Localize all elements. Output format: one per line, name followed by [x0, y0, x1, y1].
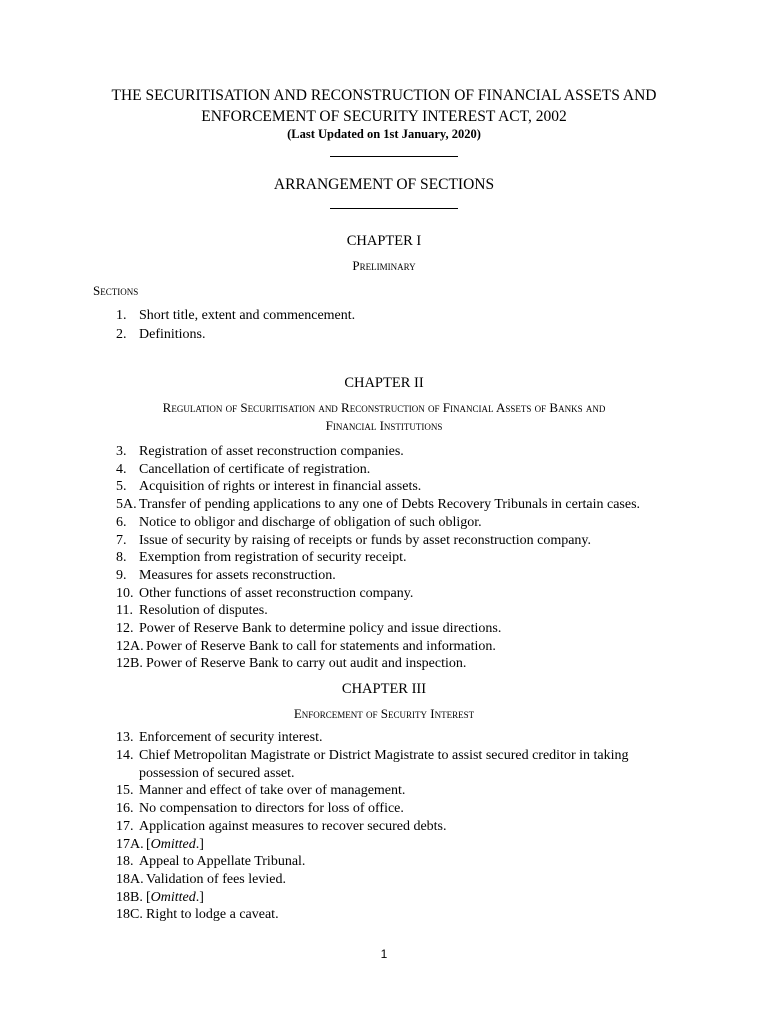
- section-title: Definitions.: [139, 327, 206, 342]
- chapter-3-heading: CHAPTER III: [341, 681, 427, 697]
- section-title: Cancellation of certificate of registration.: [139, 461, 371, 477]
- section-title: Power of Reserve Bank to determine policy and issue directions.: [139, 621, 502, 636]
- chapter-3-subtitle: Enforcement of Security Interest: [293, 706, 475, 721]
- divider-rule: [330, 156, 458, 157]
- act-title-line2: ENFORCEMENT OF SECURITY INTEREST ACT, 2002: [201, 108, 567, 125]
- section-number: 14.: [116, 747, 134, 763]
- act-title-line1: THE SECURITISATION AND RECONSTRUCTION OF FINANCIAL ASSETS AND: [111, 87, 657, 104]
- section-number: 9.: [116, 567, 127, 583]
- section-number: 6.: [116, 514, 127, 530]
- section-number: 1.: [116, 308, 127, 323]
- omitted-bracket-close: .]: [195, 836, 204, 852]
- divider-rule: [330, 208, 458, 209]
- section-title: Application against measures to recover secured debts.: [139, 818, 447, 834]
- section-number: 18C.: [116, 907, 143, 923]
- section-number: 8.: [116, 550, 127, 566]
- section-title: Registration of asset reconstruction companies.: [139, 444, 404, 459]
- section-number: 13.: [116, 730, 134, 745]
- section-title: Exemption from registration of security receipt.: [139, 550, 407, 566]
- section-number: 4.: [116, 461, 127, 477]
- arrangement-heading: ARRANGEMENT OF SECTIONS: [273, 176, 495, 193]
- omitted-bracket-close: .]: [195, 889, 204, 905]
- section-title: Acquisition of rights or interest in financial assets.: [139, 479, 422, 495]
- omitted-bracket-open: [: [146, 889, 151, 905]
- section-title: Right to lodge a caveat.: [146, 907, 279, 923]
- section-title: Short title, extent and commencement.: [139, 308, 356, 323]
- section-number: 10.: [116, 585, 134, 601]
- section-title: Resolution of disputes.: [139, 603, 268, 619]
- section-number: 3.: [116, 444, 127, 459]
- chapter-1-heading: CHAPTER I: [346, 233, 422, 249]
- section-title: Appeal to Appellate Tribunal.: [139, 854, 306, 870]
- section-title-continued: possession of secured asset.: [139, 765, 295, 781]
- section-title: Power of Reserve Bank to call for statements and information.: [146, 638, 496, 654]
- section-title: Chief Metropolitan Magistrate or District Magistrate to assist secured creditor in taking: [139, 747, 629, 763]
- chapter-2-subtitle-line1: Regulation of Securitisation and Reconstruction of Financial Assets of Banks and: [162, 400, 606, 415]
- chapter-1-subtitle: Preliminary: [352, 258, 416, 273]
- section-title: Manner and effect of take over of management.: [139, 783, 406, 799]
- omitted-label: Omitted: [150, 889, 196, 905]
- section-title: Other functions of asset reconstruction company.: [139, 585, 414, 601]
- section-number: 11.: [116, 603, 133, 619]
- section-title: Enforcement of security interest.: [139, 730, 323, 745]
- section-number: 17A.: [116, 836, 144, 852]
- last-updated-note: (Last Updated on 1st January, 2020): [287, 127, 481, 141]
- section-title: Notice to obligor and discharge of obligation of such obligor.: [139, 514, 482, 530]
- omitted-label: Omitted: [150, 836, 196, 852]
- section-title: [146, 890, 204, 906]
- section-number: 12B.: [116, 656, 143, 672]
- chapter-2-subtitle-line2: Financial Institutions: [325, 418, 443, 433]
- section-number: 5A.: [116, 497, 137, 513]
- section-title: Measures for assets reconstruction.: [139, 567, 336, 583]
- section-number: 5.: [116, 479, 127, 495]
- section-number: 12.: [116, 621, 134, 636]
- section-number: 7.: [116, 532, 127, 548]
- page-number: 1: [380, 947, 388, 961]
- section-number: 2.: [116, 327, 127, 342]
- section-number: 18.: [116, 854, 134, 870]
- section-number: 17.: [116, 818, 134, 834]
- section-title: Transfer of pending applications to any one of Debts Recovery Tribunals in certain cases.: [139, 497, 641, 513]
- sections-label: Sections: [93, 283, 139, 298]
- section-number: 15.: [116, 783, 134, 799]
- section-title: No compensation to directors for loss of office.: [139, 801, 404, 817]
- section-number: 18A.: [116, 871, 144, 887]
- section-title: Power of Reserve Bank to carry out audit and inspection.: [146, 656, 467, 672]
- section-title: Issue of security by raising of receipts or funds by asset reconstruction company.: [139, 532, 592, 548]
- section-title: Validation of fees levied.: [146, 871, 286, 887]
- section-number: 16.: [116, 801, 134, 817]
- section-number: 12A.: [116, 638, 144, 654]
- section-number: 18B.: [116, 889, 143, 905]
- omitted-bracket-open: [: [146, 836, 151, 852]
- chapter-2-heading: CHAPTER II: [344, 375, 424, 391]
- section-title: [146, 837, 204, 853]
